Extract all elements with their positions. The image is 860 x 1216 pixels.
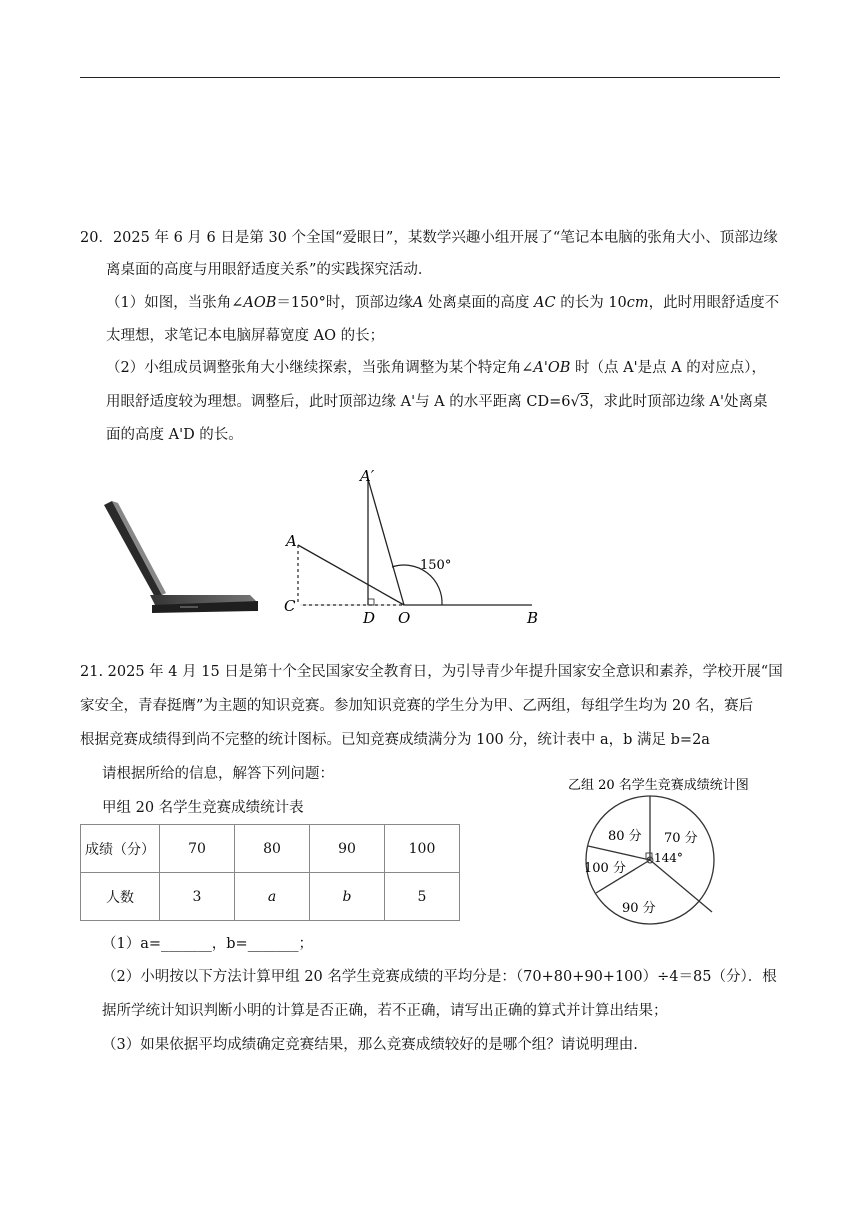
q20-part1-angle-name: AOB — [243, 295, 277, 311]
q21-sub-1: （1）a=_______，b=_______； — [102, 936, 313, 952]
laptop-port — [180, 606, 198, 608]
slice-label-90: 90 分 — [622, 901, 656, 916]
table-title: 甲组 20 名学生竞赛成绩统计表 — [102, 800, 304, 816]
q20-part1-text: 的长为 10 — [555, 295, 627, 311]
table-cell: 5 — [385, 873, 460, 921]
table-cell: a — [235, 873, 310, 921]
q20-part2-text: 时（点 A'是点 A 的对应点）， — [570, 360, 767, 376]
table-cell: 100 — [385, 825, 460, 873]
q21-sub-2-line-2: 据所学统计知识判断小明的计算是否正确，若不正确，请写出正确的算式并计算出结果； — [102, 1003, 668, 1019]
q20-part1-text: （1）如图，当张角∠ — [106, 295, 244, 311]
segment-ao — [298, 545, 404, 605]
q20-part2-line-2 — [106, 392, 768, 412]
table-cell: 3 — [160, 873, 235, 921]
q20-part2-text: （2）小组成员调整张角大小继续探索，当张角调整为某个特定角∠ — [106, 360, 534, 376]
q20-part1-line-1 — [106, 293, 779, 313]
pie-title: 乙组 20 名学生竞赛成绩统计图 — [568, 778, 749, 793]
table-cell: 80 — [235, 825, 310, 873]
label-c: C — [284, 597, 296, 615]
center-mark — [646, 853, 652, 859]
label-o: O — [398, 609, 411, 627]
label-b: B — [527, 609, 539, 627]
laptop-screen-face — [112, 501, 166, 595]
q20-line-2: 离桌面的高度与用眼舒适度关系”的实践探究活动． — [106, 262, 433, 278]
angle-label-144: 144° — [654, 851, 683, 865]
q20-part1-text: 处离桌面的高度 — [423, 295, 535, 311]
q21-line-2: 家安全，青春挺膺”为主题的知识竞赛。参加知识竞赛的学生分为甲、乙两组，每组学生均为 20 名，赛后 — [80, 698, 754, 714]
table-cell: 人数 — [81, 873, 160, 921]
slice-border — [650, 860, 712, 912]
q20-part2-line-1 — [106, 358, 766, 378]
slice-label-70: 70 分 — [664, 831, 698, 846]
table-row — [81, 873, 460, 921]
laptop-illustration — [100, 495, 265, 620]
sqrt-radicand: 3 — [579, 394, 589, 410]
table-cell: 90 — [310, 825, 385, 873]
q21-sub-3: （3）如果依据平均成绩确定竞赛结果，那么竞赛成绩较好的是哪个组？请说明理由. — [102, 1037, 638, 1053]
label-d: D — [363, 609, 376, 627]
slice-label-100: 100 分 — [584, 861, 626, 876]
q20-part1-unit: cm — [626, 295, 649, 311]
label-a-prime: A′ — [360, 467, 375, 485]
header-rule — [80, 77, 780, 78]
q21-sub-2-line-1: （2）小明按以下方法计算甲组 20 名学生竞赛成绩的平均分是：（70+80+90+100）÷4＝85（分）．根 — [102, 969, 777, 985]
q20-part2-angle-name: A'OB — [533, 360, 571, 376]
q21-line-4: 请根据所给的信息，解答下列问题： — [102, 766, 334, 782]
slice-label-80: 80 分 — [608, 829, 642, 844]
label-a: A — [286, 532, 297, 550]
slice-border — [588, 846, 650, 860]
q20-part2-text: ，求此时顶部边缘 A'处离桌 — [588, 394, 768, 410]
angle-label: 150° — [420, 558, 452, 573]
q20-part1-point: A — [412, 295, 424, 311]
q20-part2-line-3: 面的高度 A'D 的长。 — [106, 427, 243, 443]
q20-part2-text: 用眼舒适度较为理想。调整后，此时顶部边缘 A'与 A 的水平距离 CD=6 — [106, 394, 571, 410]
sqrt-symbol: √ — [570, 394, 580, 410]
q21-line-3: 根据竞赛成绩得到尚不完整的统计图标。已知竞赛成绩满分为 100 分，统计表中 a，b 满足 b=2a — [80, 732, 710, 748]
laptop-screen-edge — [104, 501, 162, 599]
pie-chart — [560, 770, 790, 930]
table-cell: b — [310, 873, 385, 921]
table-cell: 70 — [160, 825, 235, 873]
q20-line-1: 20．2025 年 6 月 6 日是第 30 个全国“爱眼日”，某数学兴趣小组开展了“笔记本电脑的张角大小、顶部边缘 — [80, 230, 778, 246]
geometry-figure — [280, 465, 550, 630]
table-cell: 成绩（分） — [81, 825, 160, 873]
right-angle-mark — [368, 599, 374, 605]
q20-part1-text: ＝150°时，顶部边缘 — [276, 295, 413, 311]
score-table — [80, 824, 460, 921]
segment-a2o — [368, 479, 404, 605]
q20-part1-segment: AC — [534, 295, 556, 311]
q21-line-1: 21. 2025 年 4 月 15 日是第十个全民国家安全教育日，为引导青少年提升国家安全意识和素养，学校开展“国 — [80, 664, 783, 680]
table-row — [81, 825, 460, 873]
q20-part1-line-2: 太理想，求笔记本电脑屏幕宽度 AO 的长； — [106, 328, 385, 344]
q20-part1-text: ，此时用眼舒适度不 — [648, 295, 780, 311]
